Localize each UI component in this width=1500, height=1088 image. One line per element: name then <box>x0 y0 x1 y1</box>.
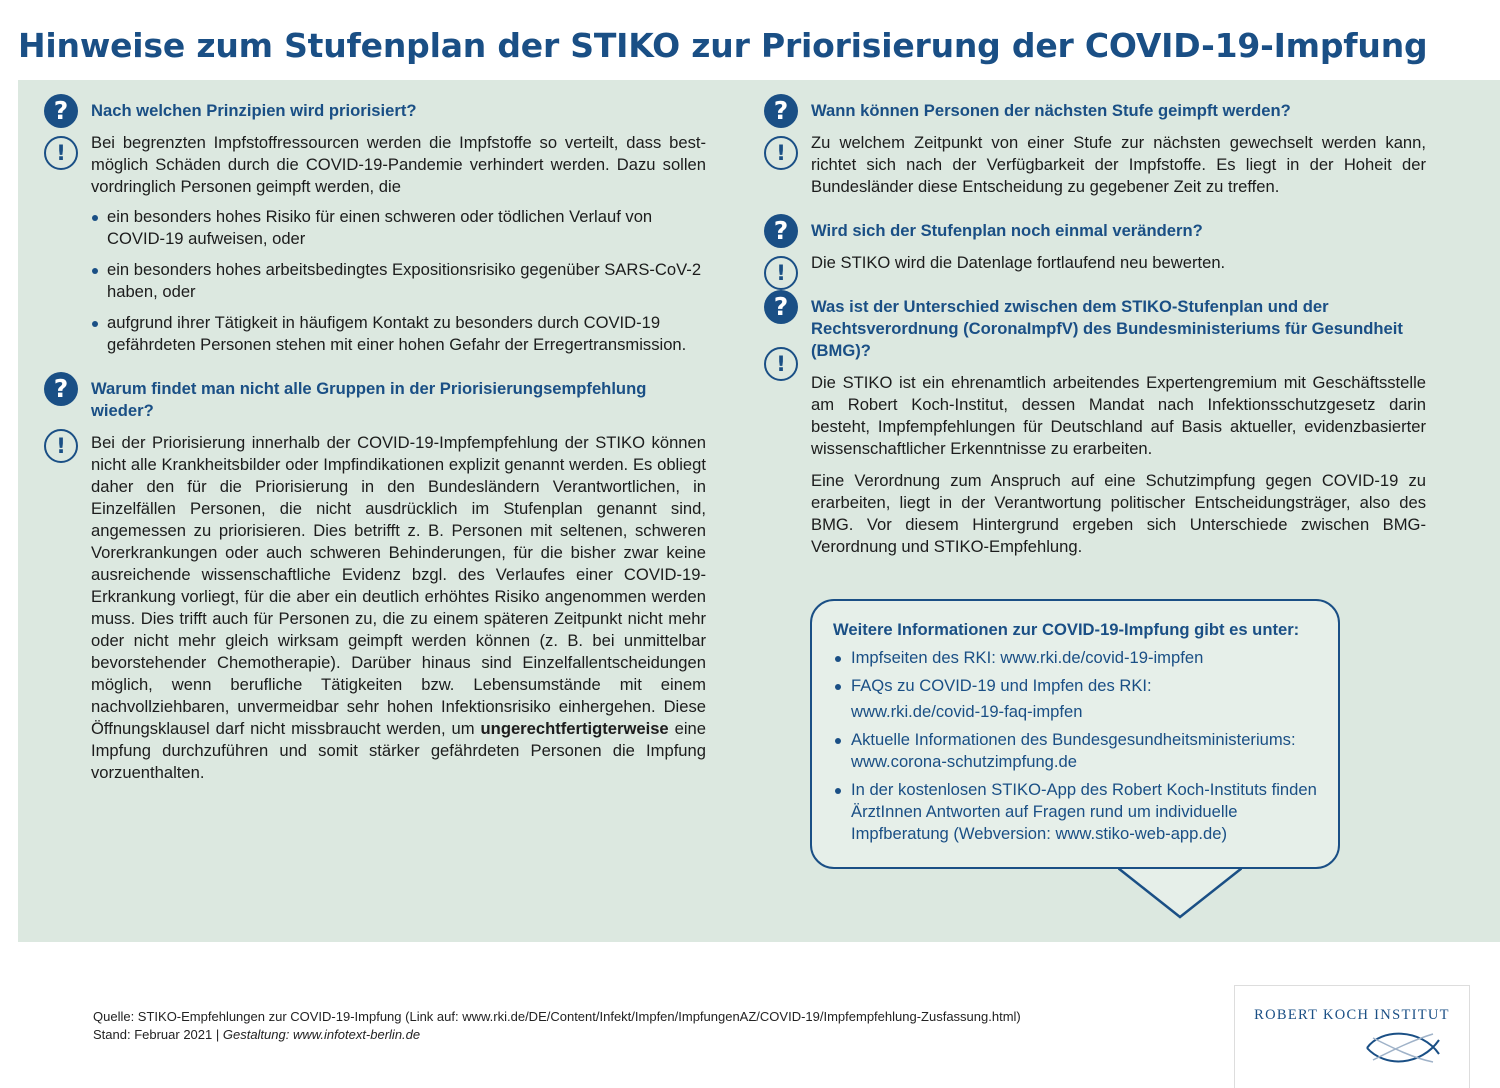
question-icon: ? <box>44 372 78 406</box>
list-item[interactable] <box>833 675 1318 723</box>
link-label: FAQs zu COVID-19 und Impfen des RKI: <box>851 676 1152 695</box>
list-item[interactable] <box>833 729 1318 773</box>
faq-answer <box>91 432 706 784</box>
faq-question: Wird sich der Stufenplan noch einmal verändern? <box>811 221 1203 240</box>
list-item[interactable] <box>833 647 1318 669</box>
faq-item-plan-change <box>764 216 1426 285</box>
info-links-list <box>833 647 1318 845</box>
rki-logo <box>1234 985 1470 1088</box>
design-credit: Gestaltung: www.infotext-berlin.de <box>222 1027 421 1042</box>
faq-item-difference <box>764 292 1426 558</box>
right-column <box>764 96 1426 558</box>
link-text[interactable]: www.rki.de/covid-19-faq-impfen <box>851 702 1083 721</box>
faq-item-principles <box>44 96 706 356</box>
exclamation-icon: ! <box>44 429 78 463</box>
speech-bubble-tail <box>1118 866 1242 920</box>
question-icon: ? <box>764 214 798 248</box>
faq-answer: Die STIKO ist ein ehrenamtlich arbeitendes Expertengremium mit Geschäftsstelle am Robert Koch-Institut, dessen Mandat nach Infektionsschutzgesetz darin besteht, Impfempfehlungen für Deutschland auf Basis aktueller, evidenzbasierter wissenschaftlicher Erkenntnisse zu erarbeiten. <box>811 373 1426 458</box>
faq-question: Wann können Personen der nächsten Stufe geimpft werden? <box>811 101 1291 120</box>
exclamation-icon: ! <box>764 347 798 381</box>
link-text[interactable]: www.corona-schutzimpfung.de <box>851 752 1077 771</box>
list-item: ein besonders hohes arbeitsbedingtes Expositionsrisiko gegenüber SARS-CoV-2 haben, oder <box>91 259 706 303</box>
info-box <box>810 599 1340 869</box>
link-text[interactable]: In der kostenlosen STIKO-App des Robert Koch-Instituts finden ÄrztInnen Antworten auf Fragen rund um individuelle Impfberatung (Webversion: www.stiko-web-app.de) <box>851 780 1317 843</box>
faq-question: Was ist der Unterschied zwischen dem STIKO-Stufenplan und der Rechtsverordnung (CoronaImpfV) des Bundesministeriums für Gesundheit (BMG)? <box>811 297 1403 360</box>
exclamation-icon: ! <box>44 136 78 170</box>
rki-emblem-icon <box>1363 1030 1443 1066</box>
exclamation-icon: ! <box>764 256 798 290</box>
faq-item-groups <box>44 374 706 784</box>
list-item: ein besonders hohes Risiko für einen schweren oder tödlichen Verlauf von COVID-19 aufweisen, oder <box>91 206 706 250</box>
page-title: Hinweise zum Stufenplan der STIKO zur Priorisierung der COVID-19-Impfung <box>18 26 1428 65</box>
faq-answer: Bei begrenzten Impfstoffressourcen werden die Impfstoffe so verteilt, dass best-möglich Schäden durch die COVID-19-Pandemie verhindert werden. Dazu sollen vordringlich Personen geimpft werden, die <box>91 133 706 196</box>
link-label: Aktuelle Informationen des Bundesgesundheitsministeriums: <box>851 730 1296 749</box>
question-icon: ? <box>764 290 798 324</box>
faq-answer: Zu welchem Zeitpunkt von einer Stufe zur nächsten gewechselt werden kann, richtet sich nach der Verfügbarkeit der Impfstoffe. Es liegt in der Hoheit der Bundesländer diese Entscheidung zu gegebener Zeit zu treffen. <box>811 133 1426 196</box>
list-item: aufgrund ihrer Tätigkeit in häufigem Kontakt zu besonders durch COVID-19 gefährdeten Personen stehen mit einer hohen Gefahr der Erregertransmission. <box>91 312 706 356</box>
info-box-title: Weitere Informationen zur COVID-19-Impfung gibt es unter: <box>833 620 1300 639</box>
faq-question: Nach welchen Prinzipien wird priorisiert? <box>91 101 417 120</box>
list-item[interactable] <box>833 779 1318 845</box>
left-column <box>44 96 706 784</box>
question-icon: ? <box>44 94 78 128</box>
question-icon: ? <box>764 94 798 128</box>
faq-item-next-stage <box>764 96 1426 198</box>
emphasis-text: ungerechtfertigterweise <box>480 719 669 738</box>
status-text: Stand: Februar 2021 | <box>93 1027 223 1042</box>
logo-text: ROBERT KOCH INSTITUT <box>1254 1007 1450 1023</box>
status-line <box>93 1026 1021 1044</box>
source-line: Quelle: STIKO-Empfehlungen zur COVID-19-Impfung (Link auf: www.rki.de/DE/Content/Infekt/Impfen/ImpfungenAZ/COVID-19/Impfempfehlung-Zusfassung.html) <box>93 1009 1021 1024</box>
answer-text: eine Impfung durchzuführen und somit stärker gefährdeten Personen die Impfung vorzuenthalten. <box>91 719 706 782</box>
answer-text: Bei der Priorisierung innerhalb der COVID-19-Impfempfehlung der STIKO können nicht alle Krankheitsbilder oder Impfindikationen explizit genannt werden. Es obliegt daher den für die Priorisierung in den Bundesländern Verantwortlichen, in Einzelfällen Personen, die nicht ausdrücklich im Stufenplan genannt sind, angemessen zu priorisieren. Dies betrifft z. B. Personen mit seltenen, schweren Vorerkrankungen oder auch schweren Behinderungen, für die bisher zwar keine ausreichende wissenschaftliche Evidenz bzgl. des Verlaufes einer COVID-19-Erkrankung vorliegt, für die aber ein deutlich erhöhtes Risiko angenommen werden muss. Dies trifft auch für Personen zu, die zu einem späteren Zeitpunkt nicht mehr oder nicht mehr gleich wirksam geimpft werden können (z. B. bei unmittelbar bevorstehender Chemotherapie). Darüber hinaus sind Einzelfallentscheidungen möglich, wenn berufliche Tätigkeiten bzw. Lebensumstände mit einem nachvollziehbaren, unvermeidbar sehr hohen Infektionsrisiko einhergehen. Diese Öffnungsklausel darf nicht missbraucht werden, um <box>91 433 706 738</box>
exclamation-icon: ! <box>764 136 798 170</box>
footer <box>93 1008 1021 1044</box>
faq-answer: Die STIKO wird die Datenlage fortlaufend neu bewerten. <box>811 253 1226 272</box>
faq-question: Warum findet man nicht alle Gruppen in der Priorisierungsempfehlung wieder? <box>91 379 647 420</box>
criteria-list <box>91 206 706 356</box>
link-text[interactable]: Impfseiten des RKI: www.rki.de/covid-19-impfen <box>851 648 1204 667</box>
faq-answer: Eine Verordnung zum Anspruch auf eine Schutzimpfung gegen COVID-19 zu erarbeiten, liegt in der Verantwortung politischer Entscheidungsträger, also des BMG. Vor diesem Hintergrund ergeben sich Unterschiede zwischen BMG-Verordnung und STIKO-Empfehlung. <box>811 471 1426 556</box>
